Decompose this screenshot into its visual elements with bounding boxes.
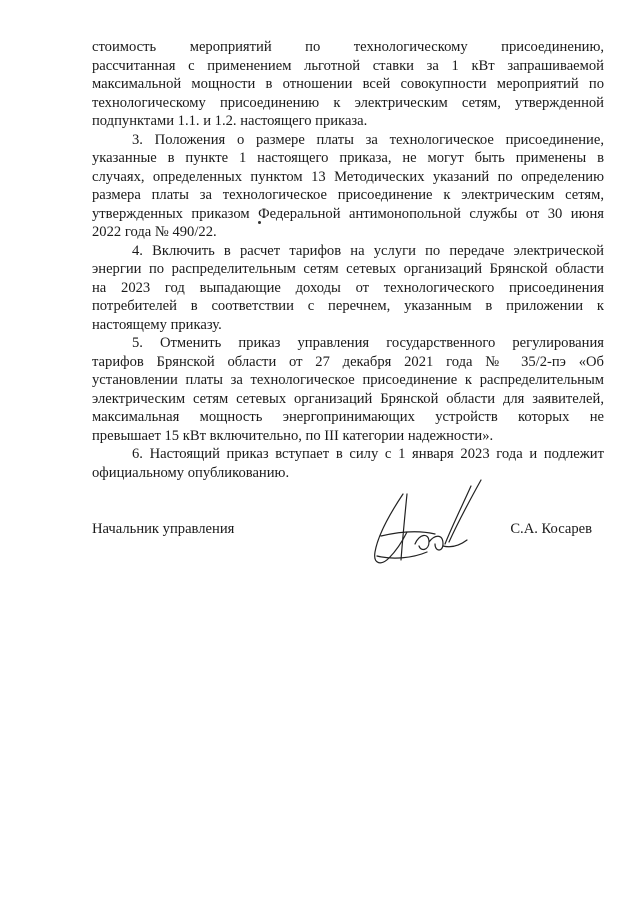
signatory-title: Начальник управления <box>92 521 235 537</box>
text-line: электрическим сетям сетевых организаций Брянской области для заявителей, <box>92 390 604 407</box>
paragraph-4 <box>92 242 604 335</box>
text-line: установлении платы за технологическое присоединение к распределительным <box>92 372 604 388</box>
text-line: 2022 года № 490/22. <box>92 224 217 240</box>
text-line: случаях, определенных пунктом 13 Методических указаний по определению <box>92 168 604 185</box>
paragraph-5 <box>92 334 604 445</box>
text-line: настоящему приказу. <box>92 316 222 333</box>
document-body <box>92 38 604 482</box>
handwritten-signature <box>363 474 499 574</box>
text-line: 4. Включить в расчет тарифов на услуги по передаче электрической <box>132 242 604 259</box>
text-line: на 2023 год выпадающие доходы от технологического присоединения <box>92 279 604 296</box>
scan-speck <box>258 221 261 224</box>
text-line: 5. Отменить приказ управления государственного регулирования <box>132 335 604 351</box>
signature-block <box>92 516 604 556</box>
paragraph-continuation <box>92 38 604 131</box>
text-line: тарифов Брянской области от 27 декабря 2021 года № 35/2-пэ «Об <box>92 353 604 370</box>
paragraph-3 <box>92 131 604 242</box>
text-line: указанные в пункте 1 настоящего приказа, не могут быть применены в <box>92 150 604 166</box>
text-line: утвержденных приказом Федеральной антимонопольной службы от 30 июня <box>92 205 604 222</box>
paragraph-6 <box>92 445 604 482</box>
text-line: размера платы за технологическое присоединение к электрическим сетям, <box>92 187 604 203</box>
text-line: максимальная мощность энергопринимающих устройств которых не <box>92 409 604 425</box>
text-line: 3. Положения о размере платы за технологическое присоединение, <box>132 131 604 148</box>
text-line: официальному опубликованию. <box>92 464 290 481</box>
text-line: превышает 15 кВт включительно, по III категории надежности». <box>92 427 494 444</box>
text-line: рассчитанная с применением льготной ставки за 1 кВт запрашиваемой <box>92 57 604 74</box>
text-line: максимальной мощности в отношении всей совокупности мероприятий по <box>92 76 604 92</box>
text-line: энергии по распределительным сетям сетевых организаций Брянской области <box>92 261 604 277</box>
text-line: технологическому присоединению к электрическим сетям, утвержденной <box>92 94 604 111</box>
signatory-name: С.А. Косарев <box>510 521 592 537</box>
text-line: 6. Настоящий приказ вступает в силу с 1 января 2023 года и подлежит <box>132 446 604 462</box>
text-line: стоимость мероприятий по технологическому присоединению, <box>92 39 604 55</box>
text-line: подпунктами 1.1. и 1.2. настоящего приказа. <box>92 113 368 129</box>
text-line: потребителей в соответствии с перечнем, указанным в приложении к <box>92 298 604 314</box>
